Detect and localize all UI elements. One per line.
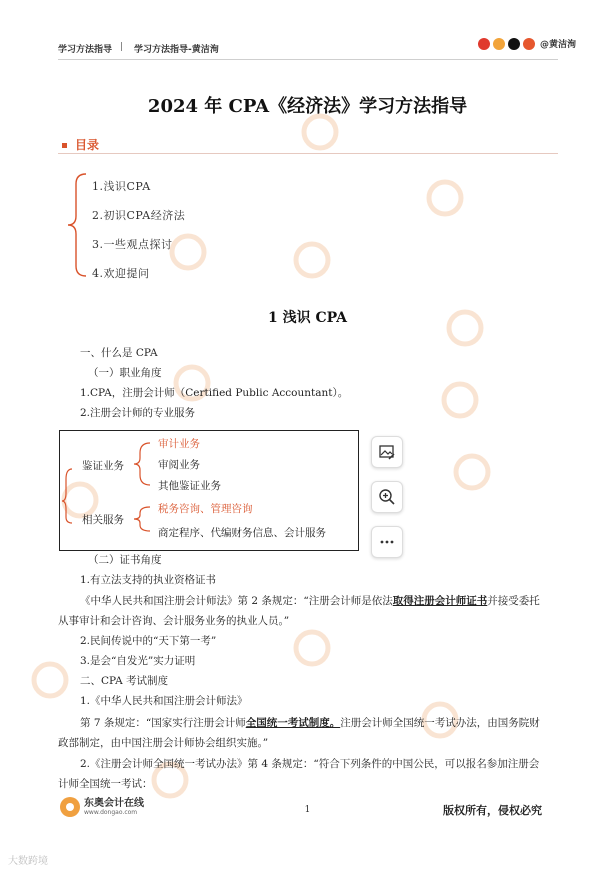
- watermark-logo-icon: [452, 452, 492, 492]
- paragraph: （一）职业角度: [88, 367, 162, 379]
- paragraph: 2.《注册会计师全国统一考试办法》第 4 条规定：“符合下列条件的中国公民，可以报名参加注册会: [80, 758, 540, 770]
- header-separator: |: [120, 42, 124, 52]
- weibo-orange-icon[interactable]: [493, 38, 505, 50]
- weibo-red-icon[interactable]: [478, 38, 490, 50]
- paragraph: 2.注册会计师的专业服务: [80, 407, 196, 419]
- paragraph: [80, 716, 540, 730]
- paragraph: [80, 594, 540, 608]
- text-run: 第 7 条规定：“国家实行注册会计师: [80, 717, 246, 729]
- page-title: 2024 年 CPA《经济法》学习方法指导: [147, 96, 468, 117]
- diagram-item: 审阅业务: [158, 459, 200, 471]
- toc-divider: [58, 153, 558, 154]
- paragraph: 1.有立法支持的执业资格证书: [80, 574, 217, 586]
- logo-name: 东奥会计在线: [84, 798, 144, 809]
- diagram-item: 税务咨询、管理咨询: [158, 503, 253, 515]
- diagram-item: 商定程序、代编财务信息、会计服务: [158, 527, 326, 539]
- watermark-logo-icon: [440, 380, 480, 420]
- paragraph: （二）证书角度: [88, 554, 162, 566]
- zoom-in-icon: [378, 488, 396, 506]
- watermark-logo-icon: [30, 660, 70, 700]
- watermark-logo-icon: [425, 178, 465, 218]
- paragraph: 2.民间传说中的“天下第一考”: [80, 635, 217, 647]
- image-edit-icon: [378, 443, 396, 461]
- paragraph: 3.是会“自发光”实力证明: [80, 655, 196, 667]
- diagram-group-label: 相关服务: [82, 514, 124, 526]
- toc-item[interactable]: 3.一些观点探讨: [92, 238, 173, 251]
- toc-item[interactable]: 2.初识CPA经济法: [92, 209, 186, 222]
- text-run: 《中华人民共和国注册会计师法》第 2 条规定：“注册会计师是依法: [80, 595, 393, 607]
- diagram-group-label: 鉴证业务: [82, 460, 124, 472]
- section-title: 1 浅识 CPA: [267, 310, 347, 326]
- zoom-in-button[interactable]: [371, 481, 403, 513]
- header-subtitle: 学习方法指导-黄洁洵: [134, 45, 219, 55]
- toc-item[interactable]: 4.欢迎提问: [92, 267, 150, 280]
- weibo-icon[interactable]: [523, 38, 535, 50]
- watermark-logo-icon: [300, 112, 340, 152]
- paragraph: 政部制定，由中国注册会计师协会组织实施。”: [58, 737, 269, 749]
- paragraph: 1.CPA，注册会计师（Certified Public Accountant）。: [80, 387, 349, 399]
- paragraph: 二、CPA 考试制度: [80, 675, 169, 687]
- watermark-logo-icon: [168, 232, 208, 272]
- header-left-title: 学习方法指导: [58, 45, 113, 55]
- logo-url: www.dongao.com: [84, 809, 138, 816]
- image-edit-button[interactable]: [371, 436, 403, 468]
- paragraph: 从事审计和会计咨询、会计服务业务的执业人员。”: [58, 615, 290, 627]
- paragraph: 计师全国统一考试：: [58, 778, 153, 790]
- toc-heading: [62, 136, 99, 153]
- bottom-watermark: 大数跨境: [8, 856, 48, 867]
- social-links: [478, 37, 576, 50]
- diagram-item: 审计业务: [158, 438, 200, 450]
- watermark-logo-icon: [292, 240, 332, 280]
- text-run: 并接受委托: [487, 595, 540, 607]
- toc-bullet-icon: [62, 143, 67, 148]
- paragraph: 一、什么是 CPA: [80, 347, 158, 359]
- toc-brace-icon: [66, 172, 88, 278]
- text-underlined: 全国统一考试制度。: [245, 717, 341, 729]
- watermark-logo-icon: [292, 628, 332, 668]
- text-run: 注册会计师全国统一考试办法，由国务院财: [340, 717, 540, 729]
- page-number: 1: [304, 805, 311, 815]
- header-divider: [58, 59, 558, 60]
- toc-item[interactable]: 1.浅识CPA: [92, 180, 151, 193]
- paragraph: 1.《中华人民共和国注册会计师法》: [80, 695, 248, 707]
- author-handle: @黄洁洵: [540, 40, 577, 50]
- more-button[interactable]: [371, 526, 403, 558]
- toc-heading-label: 目录: [75, 138, 100, 152]
- douyin-icon[interactable]: [508, 38, 520, 50]
- copyright-notice: 版权所有，侵权必究: [443, 804, 542, 817]
- services-diagram: [59, 430, 359, 551]
- more-icon: [378, 533, 396, 551]
- diagram-item: 其他鉴证业务: [158, 480, 221, 492]
- text-underlined: 取得注册会计师证书: [392, 595, 488, 607]
